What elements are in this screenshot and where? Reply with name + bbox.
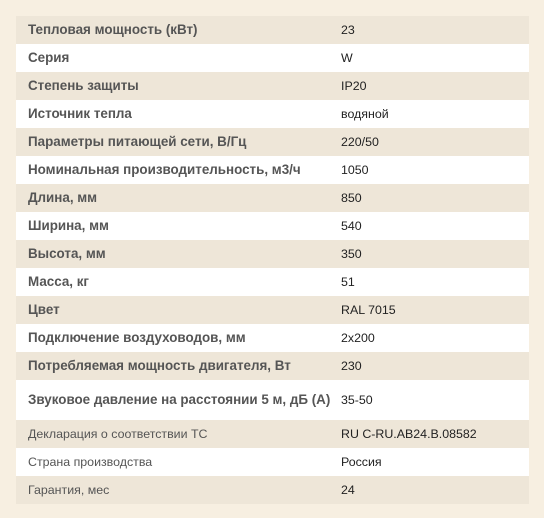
spec-value: RU C-RU.AB24.B.08582 bbox=[341, 427, 477, 441]
spec-label: Высота, мм bbox=[28, 246, 106, 261]
spec-label: Номинальная производительность, м3/ч bbox=[28, 162, 301, 177]
spec-row-length bbox=[16, 184, 529, 212]
spec-label: Ширина, мм bbox=[28, 218, 109, 233]
spec-value: водяной bbox=[341, 107, 389, 121]
spec-label: Источник тепла bbox=[28, 106, 132, 121]
spec-row-warranty bbox=[16, 476, 529, 504]
spec-row-motor-power bbox=[16, 352, 529, 380]
spec-value: 51 bbox=[341, 275, 355, 289]
spec-value: 850 bbox=[341, 191, 362, 205]
spec-row-sound-pressure bbox=[16, 380, 529, 420]
spec-label: Звуковое давление на расстоянии 5 м, дБ (А) bbox=[28, 392, 331, 407]
spec-value: Россия bbox=[341, 455, 382, 469]
spec-row-declaration bbox=[16, 420, 529, 448]
spec-label: Серия bbox=[28, 50, 70, 65]
spec-value: 1050 bbox=[341, 163, 369, 177]
spec-value: RAL 7015 bbox=[341, 303, 396, 317]
spec-value: 350 bbox=[341, 247, 362, 261]
spec-row-heat-output bbox=[16, 16, 529, 44]
spec-value: 35-50 bbox=[341, 393, 373, 407]
spec-label: Декларация о соответствии ТС bbox=[28, 427, 208, 441]
spec-value: 24 bbox=[341, 483, 355, 497]
specifications-table bbox=[16, 16, 529, 504]
spec-label: Подключение воздуховодов, мм bbox=[28, 330, 246, 345]
spec-value: 540 bbox=[341, 219, 362, 233]
spec-label: Потребляемая мощность двигателя, Вт bbox=[28, 358, 291, 373]
spec-value: IP20 bbox=[341, 79, 367, 93]
spec-value: 220/50 bbox=[341, 135, 379, 149]
spec-value: 230 bbox=[341, 359, 362, 373]
spec-row-color bbox=[16, 296, 529, 324]
spec-row-height bbox=[16, 240, 529, 268]
spec-row-country bbox=[16, 448, 529, 476]
spec-label: Степень защиты bbox=[28, 78, 139, 93]
spec-value: 2x200 bbox=[341, 331, 375, 345]
spec-row-series bbox=[16, 44, 529, 72]
spec-label: Длина, мм bbox=[28, 190, 98, 205]
spec-row-power-supply bbox=[16, 128, 529, 156]
spec-value: W bbox=[341, 51, 353, 65]
spec-row-width bbox=[16, 212, 529, 240]
spec-row-heat-source bbox=[16, 100, 529, 128]
spec-label: Параметры питающей сети, В/Гц bbox=[28, 134, 247, 149]
spec-label: Цвет bbox=[28, 302, 60, 317]
spec-row-protection bbox=[16, 72, 529, 100]
spec-label: Гарантия, мес bbox=[28, 483, 110, 497]
spec-value: 23 bbox=[341, 23, 355, 37]
spec-row-weight bbox=[16, 268, 529, 296]
spec-label: Масса, кг bbox=[28, 274, 89, 289]
spec-label: Страна производства bbox=[28, 455, 153, 469]
spec-row-airflow bbox=[16, 156, 529, 184]
spec-label: Тепловая мощность (кВт) bbox=[28, 22, 198, 37]
spec-row-duct-connection bbox=[16, 324, 529, 352]
